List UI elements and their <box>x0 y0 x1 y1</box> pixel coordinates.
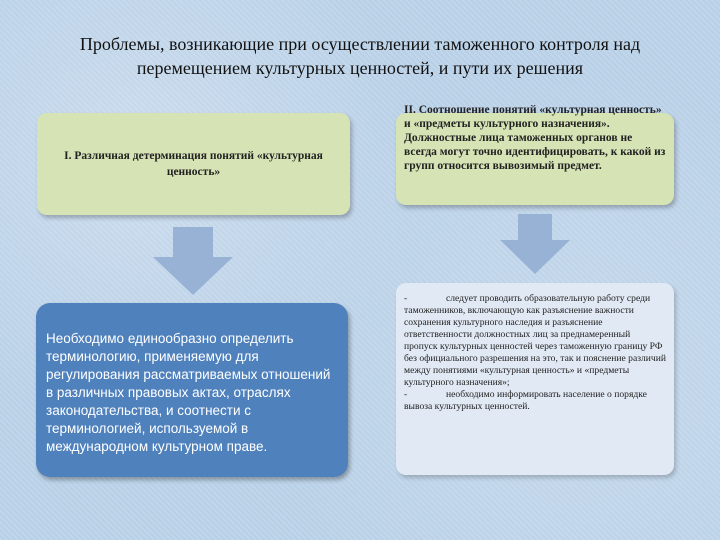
item-1-text: следует проводить образовательную работу среди таможенников, включающую как разъяснение важности сохранения культурного наследия и разъяснение ответственности должностных лиц за преднамеренный пропуск культурных ценностей через таможенную границу РФ без официального разрешения на это, так и пояснение различий между понятиями «культурная ценность» и «предметы культурного назначения»; <box>404 293 667 388</box>
title-line-1: Проблемы, возникающие при осуществлении таможенного контроля над <box>79 34 641 54</box>
item-2-marker: - <box>404 389 408 400</box>
item-2-text: необходимо информировать население о порядке вывоза культурных ценностей. <box>404 389 647 412</box>
problem-box-1 <box>37 113 350 215</box>
solution-1-text: Необходимо единообразно определить терминологию, применяемую для регулирования рассматриваемых отношений в различных правовых актах, отраслях законодательства, и соотнести с терминологией, используемой в международном культурном праве. <box>46 331 331 454</box>
solution-2-item-2 <box>404 389 666 413</box>
down-arrow-icon-right <box>500 214 570 274</box>
title-line-2: перемещением культурных ценностей, и пути их решения <box>136 58 584 78</box>
slide-title <box>30 32 690 80</box>
solution-2-item-1 <box>404 293 666 389</box>
item-1-marker: - <box>404 293 408 304</box>
down-arrow-icon-left <box>153 227 233 295</box>
problem-2-text: II. Соотношение понятий «культурная ценность» и «предметы культурного назначения». Должностные лица таможенных органов не всегда могут точно идентифицировать, к какой из групп относится вывозимый предмет. <box>404 104 666 172</box>
solution-box-1 <box>36 303 348 477</box>
solution-box-2 <box>396 283 674 475</box>
problem-1-text: I. Различная детерминация понятий «культурная ценность» <box>64 150 323 178</box>
problem-box-2 <box>396 104 674 205</box>
